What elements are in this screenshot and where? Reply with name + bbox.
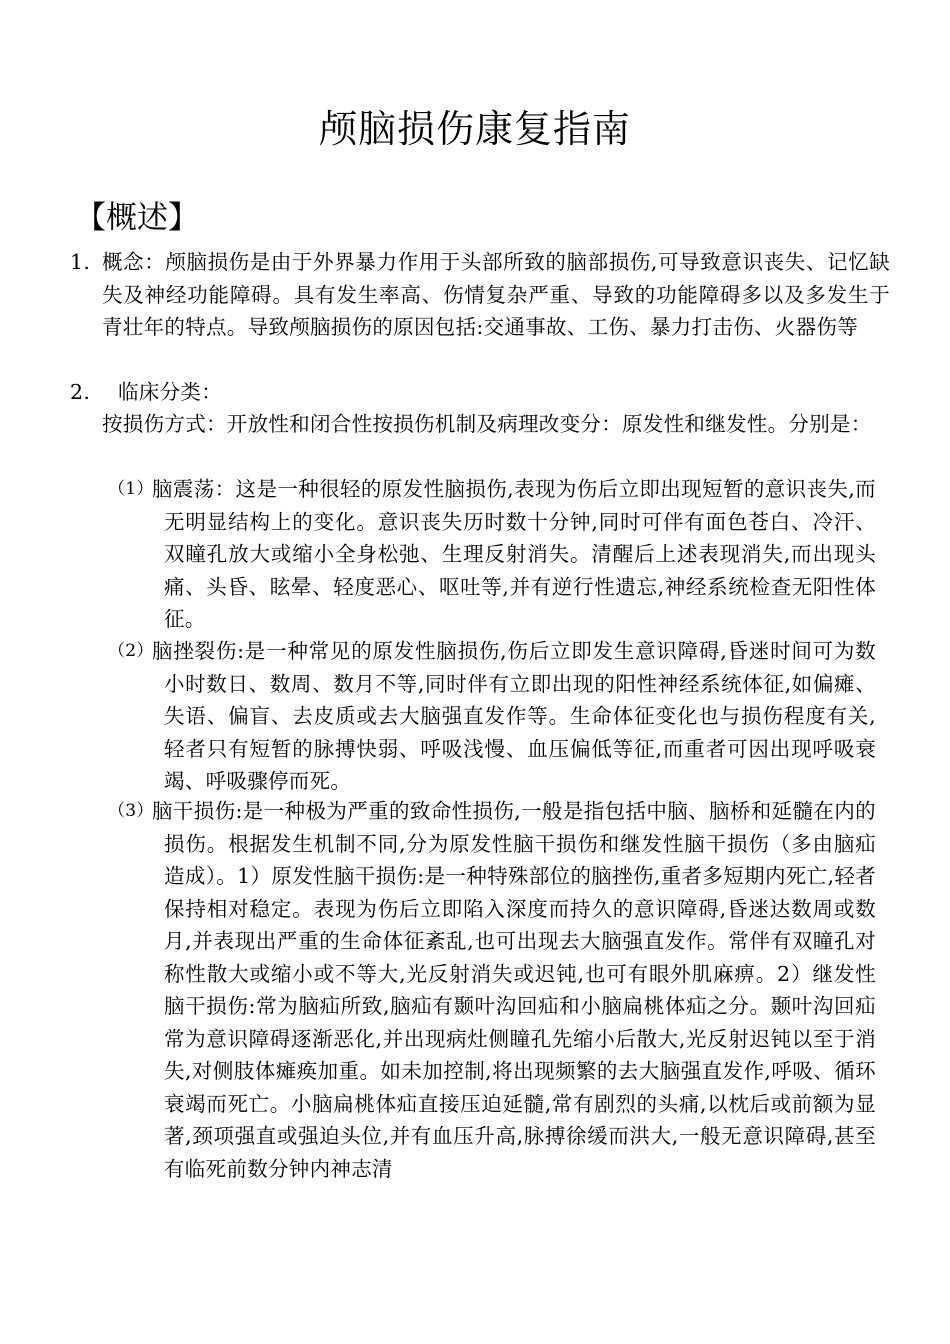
section-heading-overview: 【概述】	[75, 200, 199, 236]
document-title: 颅脑损伤康复指南	[318, 107, 631, 151]
sub-item-label: （1）	[108, 479, 154, 499]
sub-item-text: 脑干损伤:是一种极为严重的致命性损伤,一般是指包括中脑、脑桥和延髓在内的损伤。根据发生机制不同,分为原发性脑干损伤和继发性脑干损伤（多由脑疝造成）。1）原发性脑干损伤:是一种特殊部位的脑挫伤,重者多短期内死亡,轻者保持相对稳定。表现为伤后立即陷入深度而持久的意识障碍,昏迷达数周或数月,并表现出严重的生命体征紊乱,也可出现去大脑强直发作。常伴有双瞳孔对称性散大或缩小或不等大,光反射消失或迟钝,也可有眼外肌麻痹。2）继发性脑干损伤:常为脑疝所致,脑疝有颞叶沟回疝和小脑扁桃体疝之分。颞叶沟回疝常为意识障碍逐渐恶化,并出现病灶侧瞳孔先缩小后散大,光反射迟钝以至于消失,对侧肢体瘫痪加重。如未加控制,将出现频繁的去大脑强直发作,呼吸、循环衰竭而死亡。小脑扁桃体疝直接压迫延髓,常有剧烈的头痛,以枕后或前额为显著,颈项强直或强迫头位,并有血压升高,脉搏徐缓而洪大,一般无意识障碍,甚至有临死前数分钟内神志清	[152, 799, 876, 1181]
sub-item-label: （2）	[108, 641, 154, 661]
sub-item-concussion	[108, 473, 876, 636]
list-item-concept	[70, 246, 890, 344]
sub-item-brainstem	[108, 795, 876, 1185]
list-item-classification	[70, 376, 890, 409]
list-number: 2.	[70, 380, 91, 404]
list-number: 1.	[70, 250, 91, 274]
list-item-text: 临床分类：	[118, 380, 222, 404]
sub-item-label: （3）	[108, 801, 154, 821]
classification-paragraph: 按损伤方式：开放性和闭合性按损伤机制及病理改变分：原发性和继发性。分别是：	[102, 412, 872, 436]
sub-item-text: 脑挫裂伤:是一种常见的原发性脑损伤,伤后立即发生意识障碍,昏迷时间可为数小时数日、数周、数月不等,同时伴有立即出现的阳性神经系统体征,如偏瘫、失语、偏盲、去皮质或去大脑强直发作等。生命体征变化也与损伤程度有关,轻者只有短暂的脉搏快弱、呼吸浅慢、血压偏低等征,而重者可因出现呼吸衰竭、呼吸骤停而死。	[152, 639, 876, 793]
sub-item-contusion	[108, 635, 876, 798]
list-item-text: 概念：颅脑损伤是由于外界暴力作用于头部所致的脑部损伤,可导致意识丧失、记忆缺失及神经功能障碍。具有发生率高、伤情复杂严重、导致的功能障碍多以及多发生于青壮年的特点。导致颅脑损伤的原因包括:交通事故、工伤、暴力打击伤、火器伤等	[102, 250, 890, 339]
sub-item-text: 脑震荡：这是一种很轻的原发性脑损伤,表现为伤后立即出现短暂的意识丧失,而无明显结构上的变化。意识丧失历时数十分钟,同时可伴有面色苍白、冷汗、双瞳孔放大或缩小全身松弛、生理反射消失。清醒后上述表现消失,而出现头痛、头昏、眩晕、轻度恶心、呕吐等,并有逆行性遗忘,神经系统检查无阳性体征。	[152, 477, 876, 631]
